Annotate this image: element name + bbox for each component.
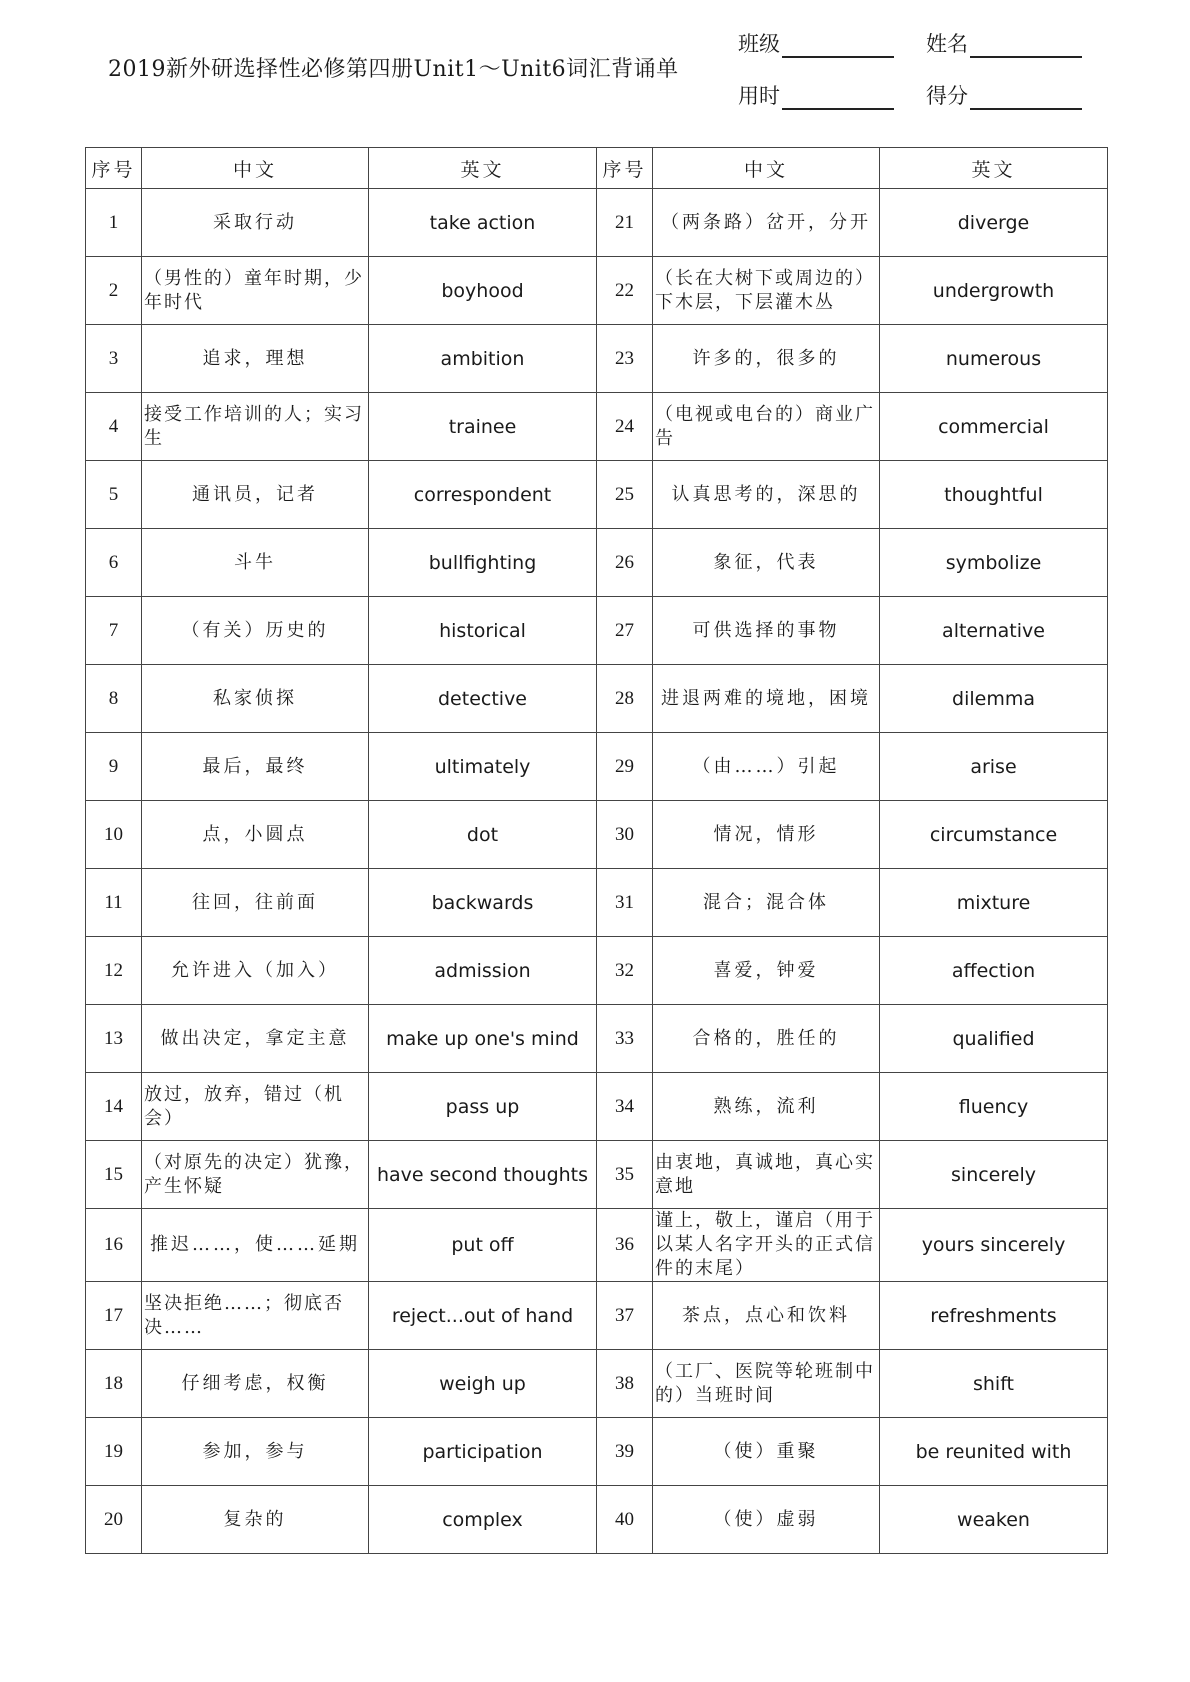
cell-english: participation <box>369 1418 597 1486</box>
cell-chinese: 情况，情形 <box>653 801 880 869</box>
time-field <box>738 80 894 110</box>
class-blank[interactable] <box>782 34 894 58</box>
cell-chinese: （对原先的决定）犹豫，产生怀疑 <box>142 1141 369 1209</box>
cell-chinese: 私家侦探 <box>142 665 369 733</box>
cell-english: trainee <box>369 393 597 461</box>
cell-number: 5 <box>86 461 142 529</box>
score-label: 得分 <box>926 84 968 108</box>
cell-chinese: 仔细考虑，权衡 <box>142 1350 369 1418</box>
name-field <box>926 28 1082 58</box>
cell-english: affection <box>880 937 1108 1005</box>
cell-chinese: （有关）历史的 <box>142 597 369 665</box>
table-row <box>86 529 1108 597</box>
name-label: 姓名 <box>926 32 968 56</box>
cell-english: ultimately <box>369 733 597 801</box>
score-blank[interactable] <box>970 86 1082 110</box>
cell-chinese: 熟练，流利 <box>653 1073 880 1141</box>
cell-number: 25 <box>597 461 653 529</box>
table-row <box>86 325 1108 393</box>
cell-english: bullfighting <box>369 529 597 597</box>
cell-number: 22 <box>597 257 653 325</box>
column-header-number: 序号 <box>86 148 142 189</box>
table-row <box>86 937 1108 1005</box>
cell-number: 21 <box>597 189 653 257</box>
column-header-chinese: 中文 <box>142 148 369 189</box>
class-label: 班级 <box>738 32 780 56</box>
cell-number: 35 <box>597 1141 653 1209</box>
cell-english: refreshments <box>880 1282 1108 1350</box>
cell-chinese: 往回，往前面 <box>142 869 369 937</box>
cell-english: diverge <box>880 189 1108 257</box>
cell-english: yours sincerely <box>880 1209 1108 1282</box>
table-row <box>86 1486 1108 1554</box>
cell-number: 10 <box>86 801 142 869</box>
cell-number: 17 <box>86 1282 142 1350</box>
cell-chinese: 做出决定，拿定主意 <box>142 1005 369 1073</box>
cell-english: weaken <box>880 1486 1108 1554</box>
cell-number: 19 <box>86 1418 142 1486</box>
cell-chinese: 通讯员，记者 <box>142 461 369 529</box>
cell-number: 24 <box>597 393 653 461</box>
cell-chinese: 接受工作培训的人；实习生 <box>142 393 369 461</box>
cell-english: dilemma <box>880 665 1108 733</box>
cell-chinese: （长在大树下或周边的）下木层，下层灌木丛 <box>653 257 880 325</box>
cell-chinese: 喜爱，钟爱 <box>653 937 880 1005</box>
cell-chinese: 允许进入（加入） <box>142 937 369 1005</box>
cell-english: symbolize <box>880 529 1108 597</box>
table-row <box>86 1005 1108 1073</box>
cell-english: numerous <box>880 325 1108 393</box>
cell-chinese: 采取行动 <box>142 189 369 257</box>
table-row <box>86 1282 1108 1350</box>
time-blank[interactable] <box>782 86 894 110</box>
cell-chinese: （使）虚弱 <box>653 1486 880 1554</box>
table-row <box>86 597 1108 665</box>
cell-chinese: （由……）引起 <box>653 733 880 801</box>
cell-english: admission <box>369 937 597 1005</box>
cell-number: 37 <box>597 1282 653 1350</box>
table-row <box>86 257 1108 325</box>
cell-chinese: 追求，理想 <box>142 325 369 393</box>
column-header-english: 英文 <box>369 148 597 189</box>
cell-number: 7 <box>86 597 142 665</box>
page-title: 2019新外研选择性必修第四册Unit1～Unit6词汇背诵单 <box>108 57 679 82</box>
cell-number: 33 <box>597 1005 653 1073</box>
cell-chinese: 进退两难的境地，困境 <box>653 665 880 733</box>
table-row <box>86 461 1108 529</box>
cell-chinese: 斗牛 <box>142 529 369 597</box>
cell-chinese: （两条路）岔开，分开 <box>653 189 880 257</box>
cell-english: weigh up <box>369 1350 597 1418</box>
column-header-chinese: 中文 <box>653 148 880 189</box>
cell-english: be reunited with <box>880 1418 1108 1486</box>
cell-number: 29 <box>597 733 653 801</box>
cell-number: 4 <box>86 393 142 461</box>
cell-chinese: 可供选择的事物 <box>653 597 880 665</box>
cell-chinese: 坚决拒绝……；彻底否决…… <box>142 1282 369 1350</box>
cell-number: 32 <box>597 937 653 1005</box>
cell-number: 13 <box>86 1005 142 1073</box>
cell-english: qualified <box>880 1005 1108 1073</box>
cell-chinese: 谨上，敬上，谨启（用于以某人名字开头的正式信件的末尾） <box>653 1209 880 1282</box>
cell-chinese: （使）重聚 <box>653 1418 880 1486</box>
cell-english: put off <box>369 1209 597 1282</box>
cell-chinese: （男性的）童年时期，少年时代 <box>142 257 369 325</box>
table-row <box>86 801 1108 869</box>
cell-chinese: 由衷地，真诚地，真心实意地 <box>653 1141 880 1209</box>
cell-number: 15 <box>86 1141 142 1209</box>
cell-chinese: 茶点，点心和饮料 <box>653 1282 880 1350</box>
cell-number: 9 <box>86 733 142 801</box>
class-field <box>738 28 894 58</box>
cell-english: make up one's mind <box>369 1005 597 1073</box>
cell-number: 38 <box>597 1350 653 1418</box>
cell-english: ambition <box>369 325 597 393</box>
cell-number: 26 <box>597 529 653 597</box>
cell-number: 30 <box>597 801 653 869</box>
cell-number: 39 <box>597 1418 653 1486</box>
table-row <box>86 1209 1108 1282</box>
cell-number: 40 <box>597 1486 653 1554</box>
cell-english: thoughtful <box>880 461 1108 529</box>
cell-number: 27 <box>597 597 653 665</box>
cell-number: 8 <box>86 665 142 733</box>
cell-english: reject...out of hand <box>369 1282 597 1350</box>
cell-english: boyhood <box>369 257 597 325</box>
cell-number: 31 <box>597 869 653 937</box>
name-blank[interactable] <box>970 34 1082 58</box>
table-row <box>86 189 1108 257</box>
vocabulary-table <box>85 147 1108 1554</box>
cell-chinese: 推迟……，使……延期 <box>142 1209 369 1282</box>
cell-chinese: 许多的，很多的 <box>653 325 880 393</box>
cell-chinese: 混合；混合体 <box>653 869 880 937</box>
cell-english: have second thoughts <box>369 1141 597 1209</box>
cell-chinese: 放过，放弃，错过（机会） <box>142 1073 369 1141</box>
cell-english: correspondent <box>369 461 597 529</box>
table-row <box>86 869 1108 937</box>
table-row <box>86 1350 1108 1418</box>
cell-chinese: 点，小圆点 <box>142 801 369 869</box>
cell-english: alternative <box>880 597 1108 665</box>
cell-english: commercial <box>880 393 1108 461</box>
cell-chinese: （工厂、医院等轮班制中的）当班时间 <box>653 1350 880 1418</box>
cell-english: shift <box>880 1350 1108 1418</box>
cell-number: 34 <box>597 1073 653 1141</box>
cell-chinese: 象征，代表 <box>653 529 880 597</box>
table-row <box>86 393 1108 461</box>
cell-number: 6 <box>86 529 142 597</box>
cell-english: mixture <box>880 869 1108 937</box>
cell-english: complex <box>369 1486 597 1554</box>
cell-number: 20 <box>86 1486 142 1554</box>
table-row <box>86 733 1108 801</box>
time-label: 用时 <box>738 84 780 108</box>
cell-chinese: （电视或电台的）商业广告 <box>653 393 880 461</box>
cell-english: undergrowth <box>880 257 1108 325</box>
table-row <box>86 1141 1108 1209</box>
cell-number: 1 <box>86 189 142 257</box>
table-row <box>86 665 1108 733</box>
cell-number: 3 <box>86 325 142 393</box>
score-field <box>926 80 1082 110</box>
cell-number: 2 <box>86 257 142 325</box>
cell-english: fluency <box>880 1073 1108 1141</box>
cell-number: 36 <box>597 1209 653 1282</box>
cell-number: 18 <box>86 1350 142 1418</box>
cell-number: 11 <box>86 869 142 937</box>
cell-number: 23 <box>597 325 653 393</box>
cell-number: 12 <box>86 937 142 1005</box>
table-row <box>86 1073 1108 1141</box>
cell-number: 28 <box>597 665 653 733</box>
cell-english: backwards <box>369 869 597 937</box>
cell-english: detective <box>369 665 597 733</box>
cell-chinese: 合格的，胜任的 <box>653 1005 880 1073</box>
column-header-english: 英文 <box>880 148 1108 189</box>
cell-english: historical <box>369 597 597 665</box>
cell-english: circumstance <box>880 801 1108 869</box>
table-header-row <box>86 148 1108 189</box>
cell-number: 14 <box>86 1073 142 1141</box>
column-header-number: 序号 <box>597 148 653 189</box>
cell-english: pass up <box>369 1073 597 1141</box>
cell-chinese: 复杂的 <box>142 1486 369 1554</box>
table-row <box>86 1418 1108 1486</box>
cell-english: take action <box>369 189 597 257</box>
cell-chinese: 参加，参与 <box>142 1418 369 1486</box>
cell-english: sincerely <box>880 1141 1108 1209</box>
cell-chinese: 认真思考的，深思的 <box>653 461 880 529</box>
cell-english: dot <box>369 801 597 869</box>
cell-number: 16 <box>86 1209 142 1282</box>
cell-english: arise <box>880 733 1108 801</box>
cell-chinese: 最后，最终 <box>142 733 369 801</box>
